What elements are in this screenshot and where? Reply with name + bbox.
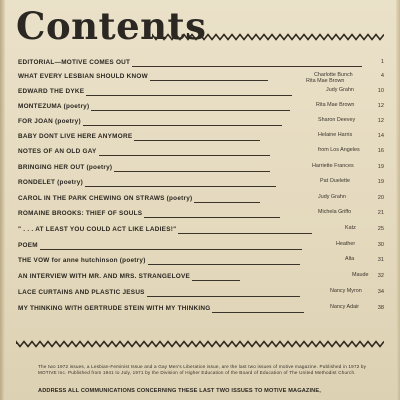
toc-entry-title: " . . . AT LEAST YOU COULD ACT LIKE LADIES!"	[18, 226, 177, 233]
toc-entry-rule	[148, 264, 300, 265]
toc-entry-rule	[91, 110, 290, 111]
toc-entry-page: 12	[377, 103, 384, 109]
toc-entry-title: ROMAINE BROOKS: THIEF OF SOULS	[18, 210, 143, 217]
toc-entry-author: Harriette Frances	[312, 163, 354, 169]
toc-entry-page: 20	[377, 195, 384, 201]
toc-entry-page: 21	[377, 210, 384, 216]
toc-entry-author: Charlotte Bunch	[314, 72, 353, 78]
toc-entry[interactable]	[0, 58, 400, 72]
toc-entry-title: NOTES OF AN OLD GAY	[18, 148, 97, 155]
zigzag-border-top	[152, 33, 384, 41]
toc-entry-title: WHAT EVERY LESBIAN SHOULD KNOW	[18, 73, 148, 80]
toc-entry-title: MONTEZUMA (poetry)	[18, 103, 90, 110]
publication-note	[38, 364, 383, 377]
toc-entry-page: 19	[377, 179, 384, 185]
toc-entry-title: LACE CURTAINS AND PLASTIC JESUS	[18, 289, 145, 296]
toc-entry[interactable]	[0, 194, 400, 208]
toc-entry-title: BRINGING HER OUT (poetry)	[18, 164, 113, 171]
toc-entry-rule	[86, 95, 292, 96]
zigzag-ornament	[16, 342, 384, 347]
toc-entry-rule	[132, 66, 362, 67]
toc-entry[interactable]	[0, 272, 400, 286]
toc-entry-rule	[99, 155, 271, 156]
toc-entry-rule	[147, 296, 300, 297]
toc-entry-rule	[212, 312, 304, 313]
toc-entry-title: EDWARD THE DYKE	[18, 88, 85, 95]
toc-entry-author: Helaine Harris	[318, 132, 353, 138]
toc-entry-page: 32	[377, 273, 384, 279]
toc-entry-page: 16	[377, 148, 384, 154]
publication-note-text: The two 1972 issues, a Lesbian-Feminist Issue and a Gay Men's Liberation issue, are the last two issues of motive magazine. Published in 1972 by MOTIVE Inc. Published from 1941 to July, 1971 by the Division of Higher Education of the Board of Education of The United Methodist Church.	[38, 364, 367, 376]
toc-entry-author: Heather	[336, 241, 356, 247]
toc-entry-rule	[192, 280, 240, 281]
toc-entry-page: 30	[377, 242, 384, 248]
toc-entry-rule	[194, 202, 260, 203]
toc-entry-rule	[83, 125, 282, 126]
toc-entry-page: 38	[377, 305, 384, 311]
toc-entry-rule	[114, 171, 270, 172]
toc-entry[interactable]	[0, 256, 400, 270]
toc-entry-author: Judy Grahn	[326, 87, 354, 93]
toc-entry-title: POEM	[18, 242, 38, 249]
toc-entry[interactable]	[0, 178, 400, 192]
toc-entry-page: 14	[377, 133, 384, 139]
toc-entry-author: Rita Mae Brown	[316, 102, 355, 108]
toc-entry-author: Katz	[345, 225, 356, 231]
toc-entry-page: 10	[377, 88, 384, 94]
toc-entry[interactable]	[0, 147, 400, 161]
toc-entry-author: Nancy Myron	[330, 288, 362, 294]
toc-entry[interactable]	[0, 132, 400, 146]
toc-entry-page: 34	[377, 289, 384, 295]
toc-entry[interactable]	[0, 209, 400, 223]
toc-entry[interactable]	[0, 304, 400, 318]
toc-entry-title: MY THINKING WITH GERTRUDE STEIN WITH MY THINKING	[18, 305, 211, 312]
toc-entry-rule	[150, 80, 268, 81]
toc-entry-author: Maude	[352, 272, 369, 278]
toc-entry-title: FOR JOAN (poetry)	[18, 118, 81, 125]
toc-entry-title: RONDELET (poetry)	[18, 179, 83, 186]
toc-entry-page: 19	[377, 164, 384, 170]
toc-entry-page: 4	[380, 73, 384, 79]
toc-entry[interactable]	[0, 87, 400, 101]
toc-entry-title: AN INTERVIEW WITH MR. AND MRS. STRANGELOVE	[18, 273, 191, 280]
toc-entry-page: 1	[380, 59, 384, 65]
toc-entry-author: Michela Griffo	[318, 209, 352, 215]
toc-entry-author: Judy Grahn	[318, 194, 346, 200]
toc-entry[interactable]	[0, 163, 400, 177]
toc-entry-title: CAROL IN THE PARK CHEWING ON STRAWS (poetry)	[18, 195, 193, 202]
toc-entry[interactable]	[0, 72, 400, 86]
toc-entry-page: 25	[377, 226, 384, 232]
page-title: Contents	[16, 4, 207, 48]
toc-entry-author: Nancy Adair	[330, 304, 360, 310]
toc-entry-author: Pat Ouelette	[320, 178, 350, 184]
toc-entry-page: 31	[377, 257, 384, 263]
toc-entry-rule	[178, 233, 312, 234]
toc-entry-rule	[134, 140, 260, 141]
toc-entry-author: from Los Angeles	[318, 147, 360, 153]
toc-entry-rule	[85, 186, 276, 187]
toc-entry[interactable]	[0, 241, 400, 255]
zigzag-ornament	[152, 35, 384, 40]
toc-entry[interactable]	[0, 288, 400, 302]
toc-entry[interactable]	[0, 117, 400, 131]
toc-entry[interactable]	[0, 102, 400, 116]
toc-entry-author: Alta	[345, 256, 355, 262]
toc-entry-title: THE VOW for anne hutchinson (poetry)	[18, 257, 146, 264]
toc-entry-rule	[40, 249, 302, 250]
zigzag-border-bottom	[16, 340, 384, 348]
toc-entry-title: BABY DONT LIVE HERE ANYMORE	[18, 133, 133, 140]
toc-entry-title: EDITORIAL—MOTIVE COMES OUT	[18, 59, 131, 66]
address-line: ADDRESS ALL COMMUNICATIONS CONCERNING THESE LAST TWO ISSUES TO MOTIVE MAGAZINE,	[38, 388, 321, 394]
toc-entry[interactable]	[0, 225, 400, 239]
toc-entry-page: 12	[377, 118, 384, 124]
toc-entry-author: Sharon Deevey	[318, 117, 356, 123]
toc-entry-rule	[144, 217, 280, 218]
toc-entry-author-second: Rita Mae Brown	[306, 78, 345, 84]
